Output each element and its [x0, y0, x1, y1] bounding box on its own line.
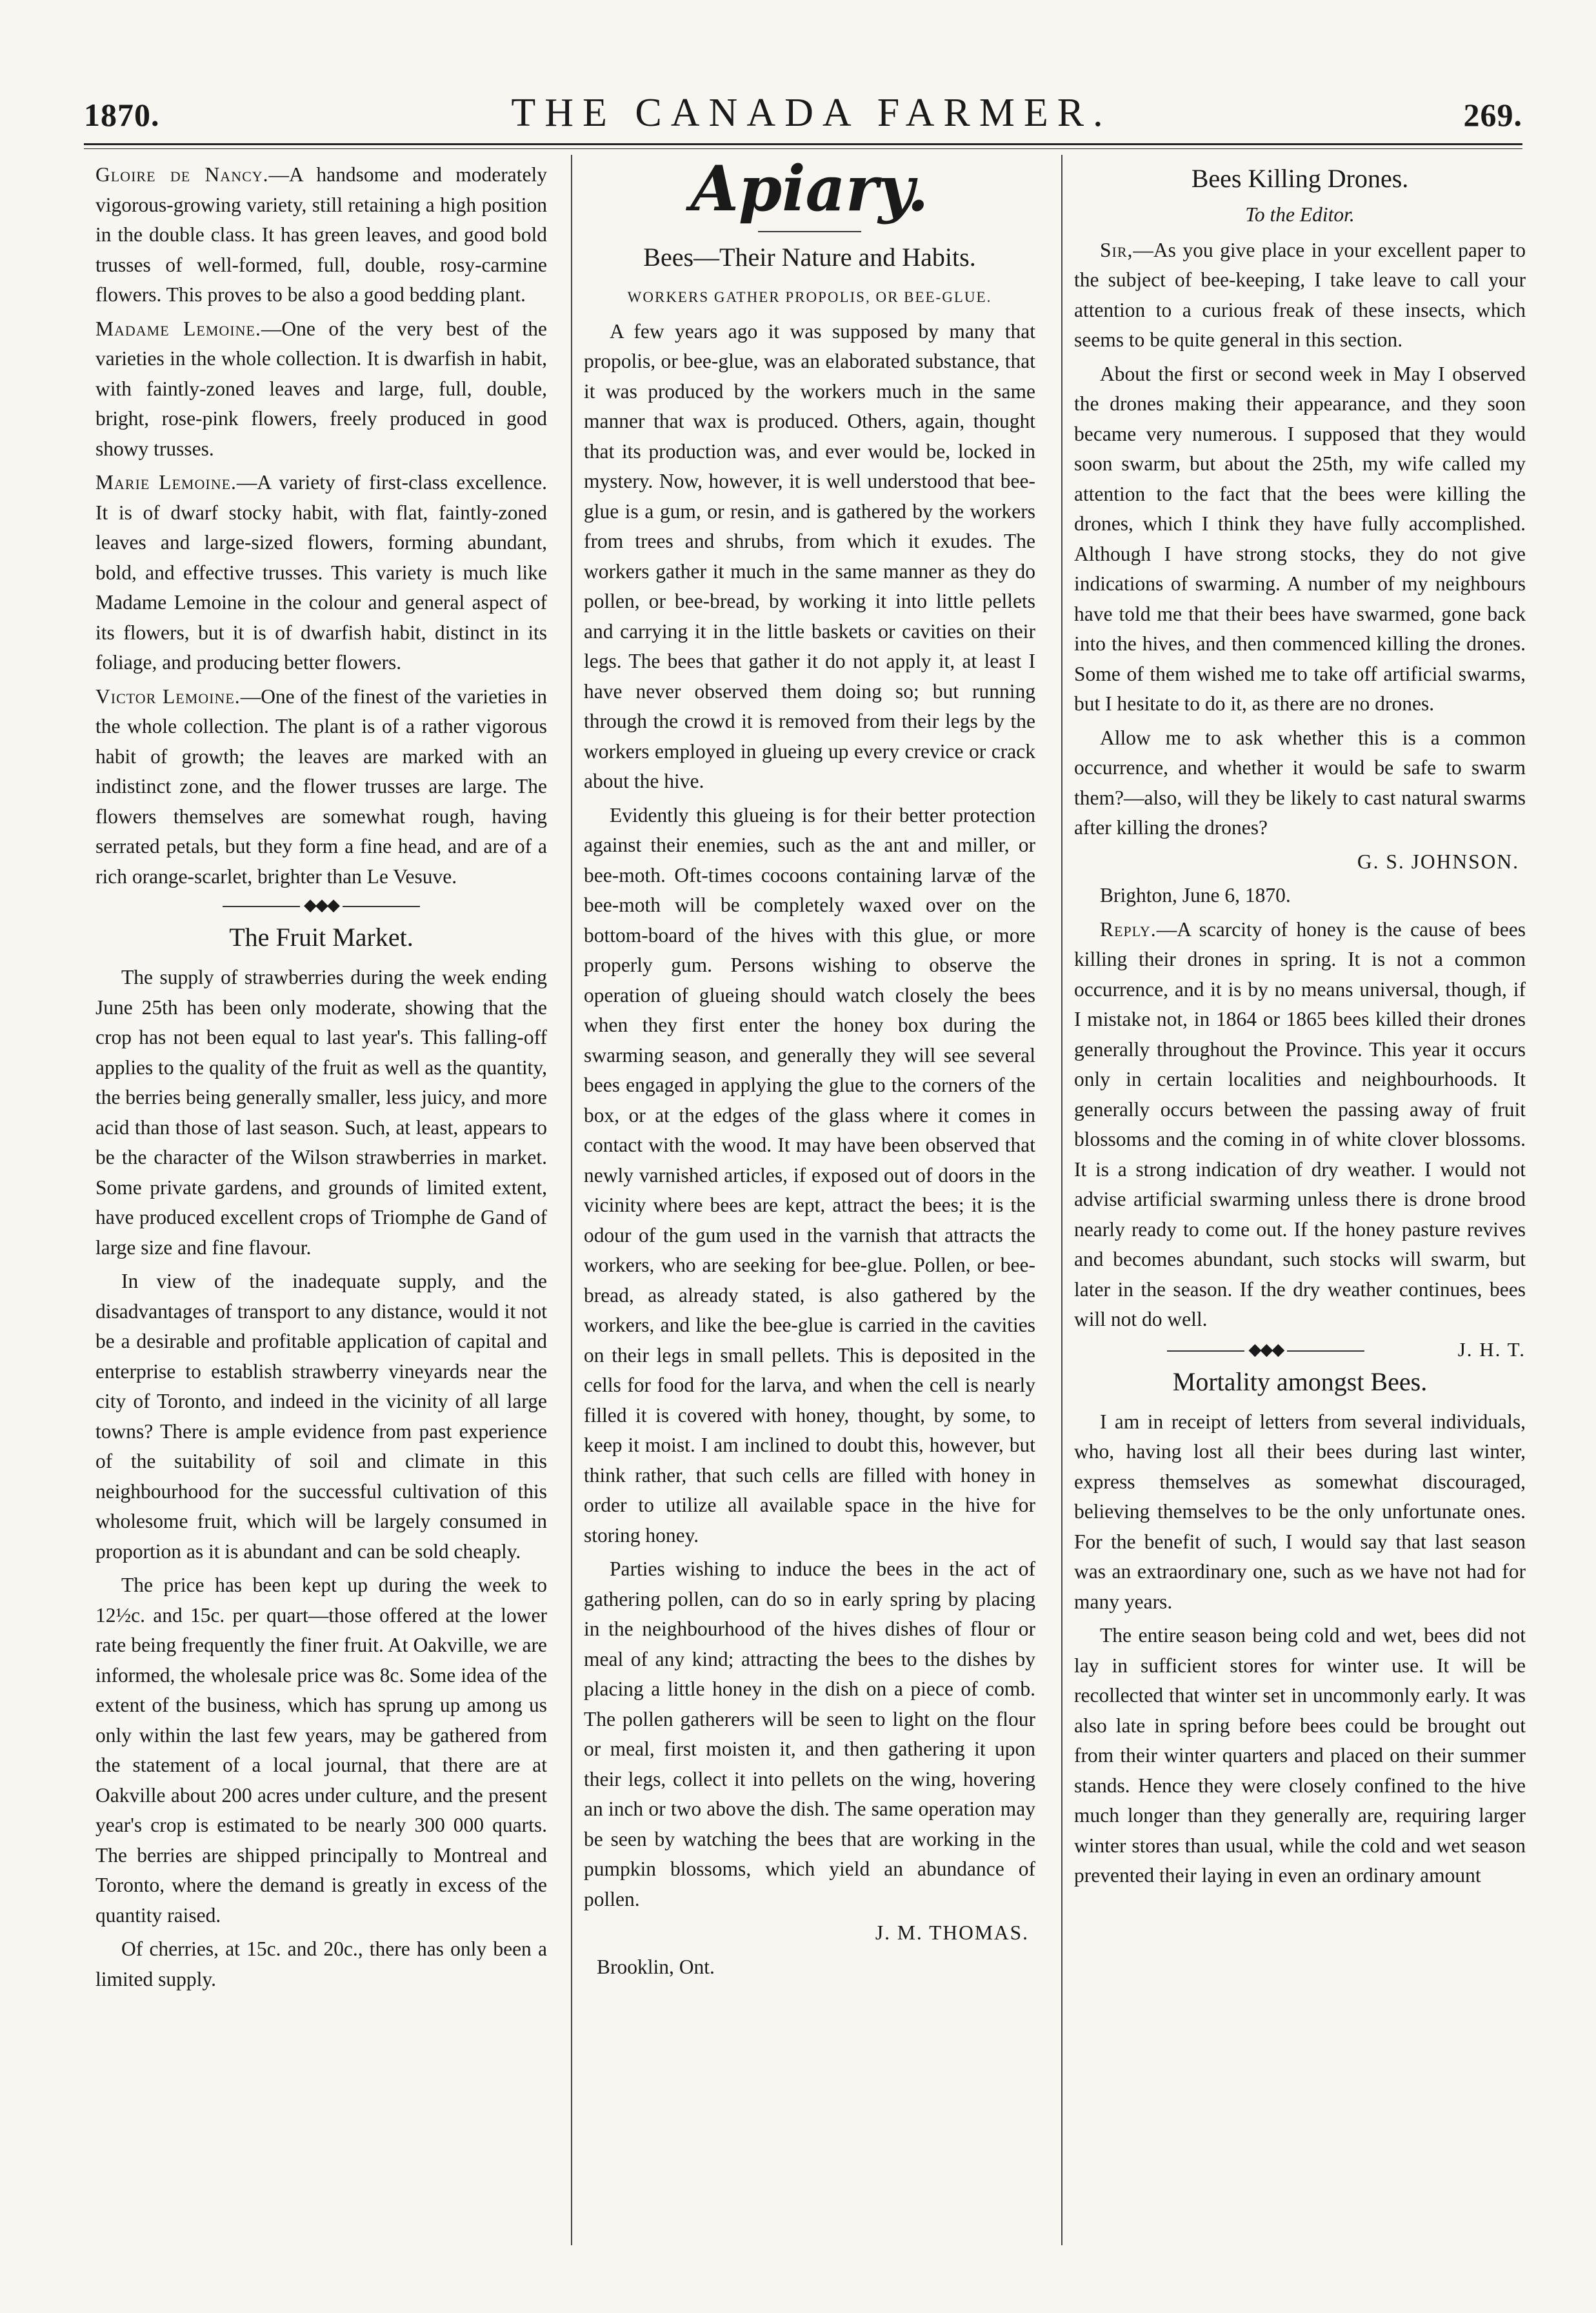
entry-marie-lemoine [95, 468, 547, 678]
header-title: THE CANADA FARMER. [511, 91, 1112, 135]
entry-name: Madame Lemoine. [95, 317, 261, 340]
paragraph: In view of the inadequate supply, and the disadvantages of transport to any distance, would it not be a desirable and profitable application of capital and enterprise to establish strawberry vineyards near the city of Toronto, and indeed in the vicinity of all large towns? There is ample evidence from past experience of the suitability of soil and climate in this neighbourhood for the successful cultivation of this wholesome fruit, which will be largely consumed in proportion as it is abundant and can be sold cheaply. [95, 1270, 547, 1563]
entry-text: —A variety of first-class excellence. It is of dwarf stocky habit, with flat, faintly-zoned leaves and large-sized flowers, forming abundant, bold, and effective trusses. This variety is much like Madame Lemoine in the colour and general aspect of its flowers, but it is of dwarfish habit, distinct in its foliage, and producing better flowers. [95, 471, 547, 674]
paragraph: The price has been kept up during the week to 12½c. and 15c. per quart—those offered at the lower rate being frequently the finer fruit. At Oakville, we are informed, the wholesale price was 8c. Some idea of the extent of the business, which has sprung up among us only within the last few years, may be gathered from the statement of a local journal, that there are at Oakville about 200 acres under culture, and the present year's crop is estimated to be nearly 300 000 quarts. The berries are shipped principally to Montreal and Toronto, where the demand is greatly in excess of the quantity raised. [95, 1574, 547, 1927]
letter-paragraph [1074, 235, 1526, 355]
heading-rule [758, 231, 861, 232]
letter-signature: G. S. JOHNSON. [1357, 850, 1519, 873]
paragraph: Parties wishing to induce the bees in the act of gathering pollen, can do so in early spring by placing in the neighbourhood of the hives dishes of flour or meal of any kind; attracting the bees to the dishes by placing a little honey in the dish on a piece of comb. The pollen gatherers will be seen to light on the flour or meal, first moisten it, and then gathering it upon their legs, collect it into pellets on the wing, hovering an inch or two above the dish. The same operation may be seen by watching the bees that are working in the pumpkin blossoms, which yield an abundance of pollen. [584, 1557, 1035, 1910]
paragraph: Allow me to ask whether this is a common occurrence, and whether it would be safe to swarm them?—also, will they be likely to cast natural swarms after killing the drones? [1074, 726, 1526, 839]
article-heading: Bees—Their Nature and Habits. [643, 243, 976, 272]
entry-text: —One of the finest of the varieties in the whole collection. The plant is of a rather vigorous habit of growth; the leaves are marked with an indistinct zone, and the flower trusses are large. The flowers themselves are somewhat rough, having serrated petals, but they form a fine head, and are of a rich orange-scarlet, brighter than Le Vesuve. [95, 685, 547, 888]
entry-name: Victor Lemoine. [95, 685, 241, 708]
article-heading-drones: Bees Killing Drones. [1191, 164, 1409, 193]
entry-name: Gloire de Nancy. [95, 163, 269, 186]
header-page-number: 269. [1463, 97, 1522, 133]
entry-gloire-de-nancy [95, 160, 547, 310]
reply-label: Reply. [1100, 917, 1157, 941]
entry-text: —A handsome and moderately vigorous-growing variety, still retaining a high position in the double class. It has green leaves, and good bold trusses of well-formed, full, double, rosy-carmine flowers. This proves to be also a good bedding plant. [95, 163, 547, 306]
paragraph: Evidently this glueing is for their better protection against their enemies, such as the ant and miller, or bee-moth. Oft-times cocoons containing larvæ of the bee-moth will be completely waxed over on the bottom-board of the hives with this glue, or more properly gum. Persons wishing to observe the operation of glueing should watch closely the bees when they first enter the honey box during the swarming season, and generally they will see several bees engaged in applying the glue to the corners of the box, or at the edges of the glass where it comes in contact with the wood. It may have been observed that newly varnished articles, if exposed out of doors in the vicinity where bees are kept, attract the bees; it is the odour of the gum used in the varnish that attracts the workers, who are seeking for bee-glue. Pollen, or bee-bread, as already stated, is also gathered by the workers, and like the bee-glue is carried in the cavities on their legs in small pellets. This is deposited in the cells for food for the larva, and when the cell is nearly filled it is covered with honey, thought, by some, to keep it moist. I am inclined to doubt this, however, but think rather, that such cells are filled with honey in order to utilize all available space in the hive for storing honey. [584, 803, 1035, 1547]
paragraph: The supply of strawberries during the week ending June 25th has been only moderate, showing that the crop has not been equal to last year's. This falling-off applies to the quality of the fruit as well as the quantity, the berries being generally smaller, less juicy, and more acid than those of last season. Such, at least, appears to be the character of the Wilson strawberries in market. Some private gardens, and grounds of limited extent, have produced excellent crops of Triomphe de Gand of large size and fine flavour. [95, 966, 547, 1259]
paragraph: Of cherries, at 15c. and 20c., there has only been a limited supply. [95, 1938, 547, 1990]
paragraph: A few years ago it was supposed by many that propolis, or bee-glue, was an elaborated substance, that it was produced by the workers much in the same manner that wax is produced. Others, again, thought that its production was, and ever would be, locked in mystery. Now, however, it is well understood that bee-glue is a gum, or resin, and is gathered by the workers from trees and shrubs, from which it exudes. The workers gather it much in the same manner as they do pollen, or bee-bread, by working it into little pellets and carrying it in the little baskets or cavities on their legs. The bees that gather it do not apply it, at least I have never observed them doing so; but running through the crowd it is removed from their legs by the workers employed in glueing up every crevice or crack about the hive. [584, 319, 1035, 792]
column-1 [95, 160, 547, 1998]
column-divider-2 [1061, 155, 1062, 2245]
reply-text: —A scarcity of honey is the cause of bees killing their drones in spring. It is not a common occurrence, and it is by no means universal, though, if I mistake not, in 1864 or 1865 bees killed their drones generally throughout the Province. This year it occurs only in certain localities and neighbourhoods. It generally occurs between the passing away of fruit blossoms and the coming in of white clover blossoms. It is a strong indication of dry weather. I would not advise artificial swarming unless there is drone brood nearly ready to come out. If the honey pasture revives and becomes abundant, such stocks will swarm, but later in the season. If the dry weather continues, bees will not do well. [1074, 917, 1526, 1330]
entry-madame-lemoine [95, 314, 547, 465]
page-header [84, 90, 1522, 148]
letter-date: Brighton, June 6, 1870. [1100, 884, 1291, 906]
article-subheading: WORKERS GATHER PROPOLIS, OR BEE-GLUE. [627, 289, 992, 305]
paragraph: The entire season being cold and wet, bees did not lay in sufficient stores for winter use. It will be recollected that winter set in uncommonly early. It was also late in spring before bees could be brought out from their winter quarters and placed on their summer stands. Hence they were closely confined to the hive much longer than they generally are, requiring larger winter stores than usual, while the cold and wet season prevented their laying in even an ordinary amount [1074, 1624, 1526, 1887]
reply-signature: J. H. T. [1457, 1337, 1526, 1361]
header-rule-thin [84, 148, 1522, 149]
paragraph: I am in receipt of letters from several individuals, who, having lost all their bees during last winter, express themselves as somewhat discouraged, believing themselves to be the only unfortunate ones. For the benefit of such, I would say that last season was an extraordinary one, such as we have not had for many years. [1074, 1410, 1526, 1613]
to-the-editor: To the Editor. [1245, 203, 1355, 226]
column-2 [584, 152, 1035, 1982]
column-3 [1074, 160, 1526, 1895]
entry-name: Marie Lemoine. [95, 471, 237, 494]
header-rule-thick [84, 143, 1522, 145]
header-year: 1870. [84, 97, 160, 133]
column-divider-1 [571, 155, 572, 2245]
letter-text: —As you give place in your excellent paper to the subject of bee-keeping, I take leave to call your attention to a curious freak of these insects, which seems to be quite general in this section. [1074, 238, 1526, 351]
author-location: Brooklin, Ont. [597, 1955, 715, 1978]
reply-paragraph [1074, 915, 1526, 1335]
article-heading-mortality: Mortality amongst Bees. [1172, 1367, 1428, 1396]
section-ornament: ◆◆◆ [95, 897, 547, 914]
entry-victor-lemoine [95, 682, 547, 892]
entry-text: —One of the very best of the varieties in the whole collection. It is dwarfish in habit, with faintly-zoned leaves and large, full, double, bright, rose-pink flowers, freely produced in good showy trusses. [95, 317, 548, 460]
author-signature: J. M. THOMAS. [875, 1921, 1029, 1944]
section-ornament: ◆◆◆ J. H. T. [1074, 1341, 1526, 1358]
fruit-market-heading: The Fruit Market. [229, 923, 414, 952]
salutation: Sir, [1100, 238, 1133, 261]
paragraph: About the first or second week in May I observed the drones making their appearance, and they soon became very numerous. I supposed that they would soon swarm, but about the 25th, my wife called my attention to the fact that the bees were killing the drones, which I think they have fully accomplished. Although I have strong stocks, they do not give indications of swarming. A number of my neighbours have told me that their bees have swarmed, gone back into the hives, and then commenced killing the drones. Some of them wished me to take off artificial swarms, but I hesitate to do it, as there are no drones. [1074, 362, 1526, 715]
section-heading-apiary: Apiary. [690, 152, 929, 225]
